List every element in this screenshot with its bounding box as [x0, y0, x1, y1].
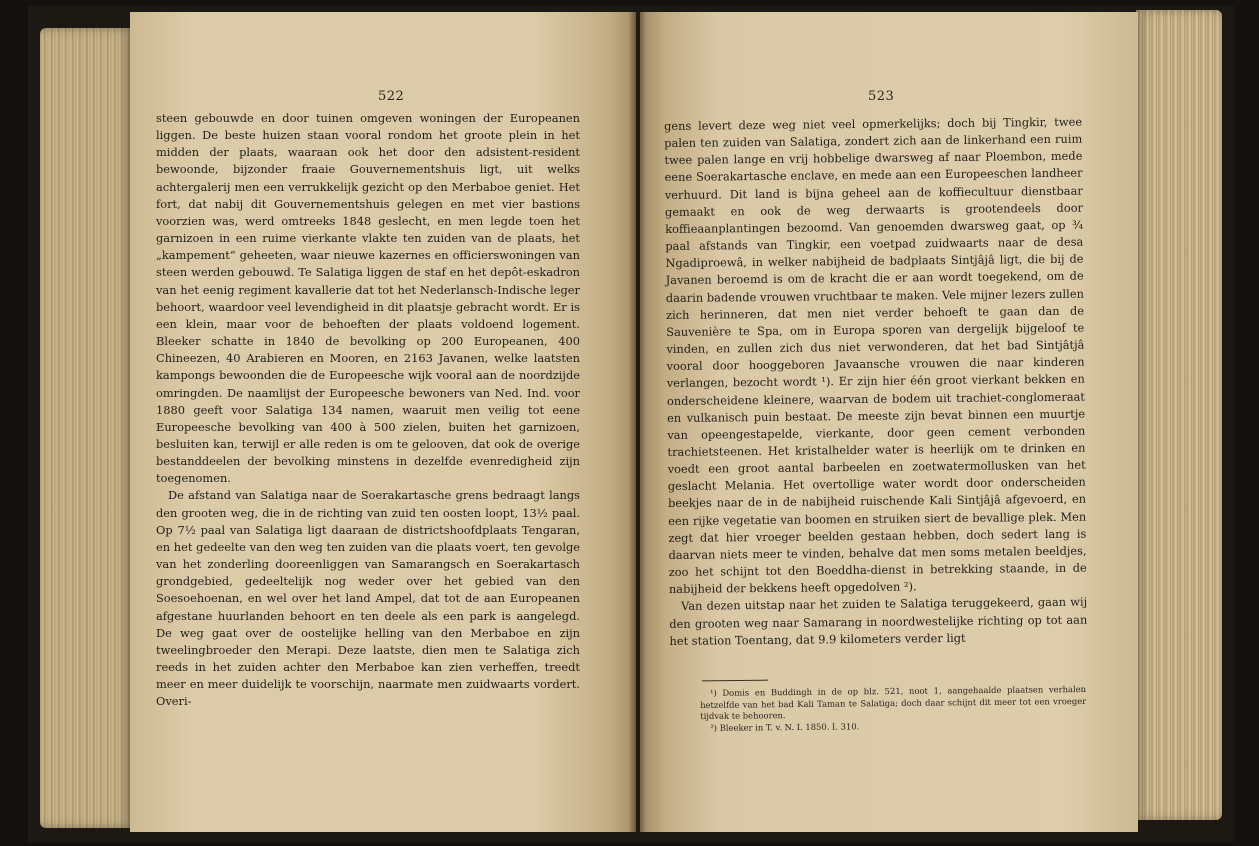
right-paragraph: Van dezen uitstap naar het zuiden te Salatiga teruggekeerd, gaan wij den grooten weg naar Samarang in noordwestelijke richting op tot aan het station Toentang, dat 9.9 kilometers verder ligt [669, 594, 1088, 648]
footnote: ¹) Domis en Buddingh in de op blz. 521, noot 1, aangehaalde plaatsen verhalen hetzelfde van het bad Kali Taman te Salatiga; doch daar schijnt dit meer tot een vroeger tijdvak te behooren. [700, 683, 1087, 722]
right-page-number: 523 [868, 89, 895, 104]
right-page-body [664, 114, 1088, 650]
page-edges-right [1136, 10, 1222, 820]
left-page [130, 12, 636, 832]
book-gutter [628, 12, 646, 832]
left-paragraph: De afstand van Salatiga naar de Soerakartasche grens bedraagt langs den grooten weg, die in de richting van zuid ten oosten loopt, 13½ paal. Op 7½ paal van Salatiga ligt daaraan de districtshoofdplaats Tengaran, en het gedeelte van den weg ten zuiden van die plaats voert, ten gevolge van het zonderling dooreenliggen van Samarangsch en Soerakartasch grondgebied, gedeeltelijk nog weder over het gebied van den Soesoehoenan, en wel over het land Ampel, dat tot de aan Europeanen afgestane huurlanden behoort en ten deele als een park is aangelegd. De weg gaat over de oostelijke helling van den Merbaboe en zijn tweelingbroeder den Merapi. Deze laatste, dien men te Salatiga zich reeds in het zuiden achter den Merbaboe kan zien verheffen, treedt meer en meer duidelijk te voorschijn, naarmate men zuidwaarts vordert. Overi- [156, 488, 580, 709]
right-page [640, 12, 1138, 832]
right-paragraph: gens levert deze weg niet veel opmerkelijks; doch bij Tingkir, twee palen ten zuiden van Salatiga, zondert zich aan de linkerhand een ruim twee palen lange en vrij hobbelige dwarsweg af naar Ploembon, mede eene Soerakartasche enclave, en mede aan een Europeeschen landheer verhuurd. Dit land is bijna geheel aan de koffiecultuur dienstbaar gemaakt en ook de weg derwaarts is grootendeels door koffieaanplantingen bezoomd. Van genoemden dwarsweg gaat, op ¾ paal afstands van Tingkir, een voetpad zuidwaarts naar de desa Ngadiproewâ, in welker nabijheid de badplaats Sintjâjâ ligt, die bij de Javanen beroemd is om de kracht die er aan wordt toegekend, om de daarin badende vrouwen vruchtbaar te maken. Vele mijner lezers zullen zich herinneren, dat men niet verder behoeft te gaan dan de Sauvenière te Spa, om in Europa sporen van dergelijk bijgeloof te vinden, en zullen zich dus niet verwonderen, dat het bad Sintjâtjâ vooral door hooggeboren Javaansche vrouwen die naar kinderen verlangen, bezocht wordt ¹). Er zijn hier één groot vierkant bekken en onderscheidene kleinere, waarvan de bodem uit trachiet-conglomeraat en vulkanisch puin bestaat. De meeste zijn bevat binnen een muurtje van opeengestapelde, vierkante, door geen cement verbonden trachietsteenen. Het kristalhelder water is heerlijk om te drinken en voedt een groot aantal barbeelen en zoetwatermollusken van het geslacht Melania. Het overtollige water wordt door onderscheiden beekjes naar de in de nabijheid ruischende Kali Sintjâjâ afgevoerd, en een rijke vegetatie van boomen en struiken siert de bevallige plek. Men zegt dat hier vroeger beelden gestaan hebben, doch sedert lang is daarvan niets meer te vinden, behalve dat men soms metalen beeldjes, zoo het schijnt tot den Boeddha-dienst in betrekking staande, in de nabijheid der bekkens heeft opgedolven ²). [664, 114, 1087, 597]
footnote-divider [702, 680, 768, 682]
page-edges-left [40, 28, 132, 828]
left-paragraph: steen gebouwde en door tuinen omgeven woningen der Europeanen liggen. De beste huizen staan vooral rondom het groote plein in het midden der plaats, waaraan ook het door den adsistent-resident bewoonde, bijzonder fraaie Gouvernementshuis ligt, uit welks achtergalerij men een verrukkelijk gezicht op den Merbaboe geniet. Het fort, dat nabij dit Gouvernementshuis gelegen en met vier bastions voorzien was, werd omtreeks 1848 geslecht, en men legde toen het garnizoen in een ruime vierkante vlakte ten zuiden van de plaats, het „kampement“ geheeten, waar nieuwe kazernes en officierswoningen van steen werden gebouwd. Te Salatiga liggen de staf en het depôt-eskadron van het eenig regiment kavallerie dat tot het Nederlansch-Indische leger behoort, waardoor veel levendigheid in dit plaatsje gebracht wordt. Er is een klein, maar voor de behoeften der plaats voldoend logement. Bleeker schatte in 1840 de bevolking op 200 Europeanen, 400 Chineezen, 40 Arabieren en Mooren, en 2163 Javanen, welke laatsten kampongs bewoonden die de Europeesche wijk vooral aan de noordzijde omringden. De naamlijst der Europeesche bewoners van Ned. Ind. voor 1880 geeft voor Salatiga 134 namen, waaruit men veilig tot eene Europeesche bevolking van 400 à 500 zielen, buiten het garnizoen, besluiten kan, terwijl er alle reden is om te gelooven, dat ook de overige bestanddeelen der bevolking minstens in dezelfde evenredigheid zijn toegenomen. [156, 111, 580, 486]
footnotes [700, 684, 1086, 734]
left-page-body [156, 110, 580, 710]
footnote: ²) Bleeker in T. v. N. I. 1850. I. 310. [710, 721, 860, 733]
left-page-number: 522 [378, 89, 405, 104]
